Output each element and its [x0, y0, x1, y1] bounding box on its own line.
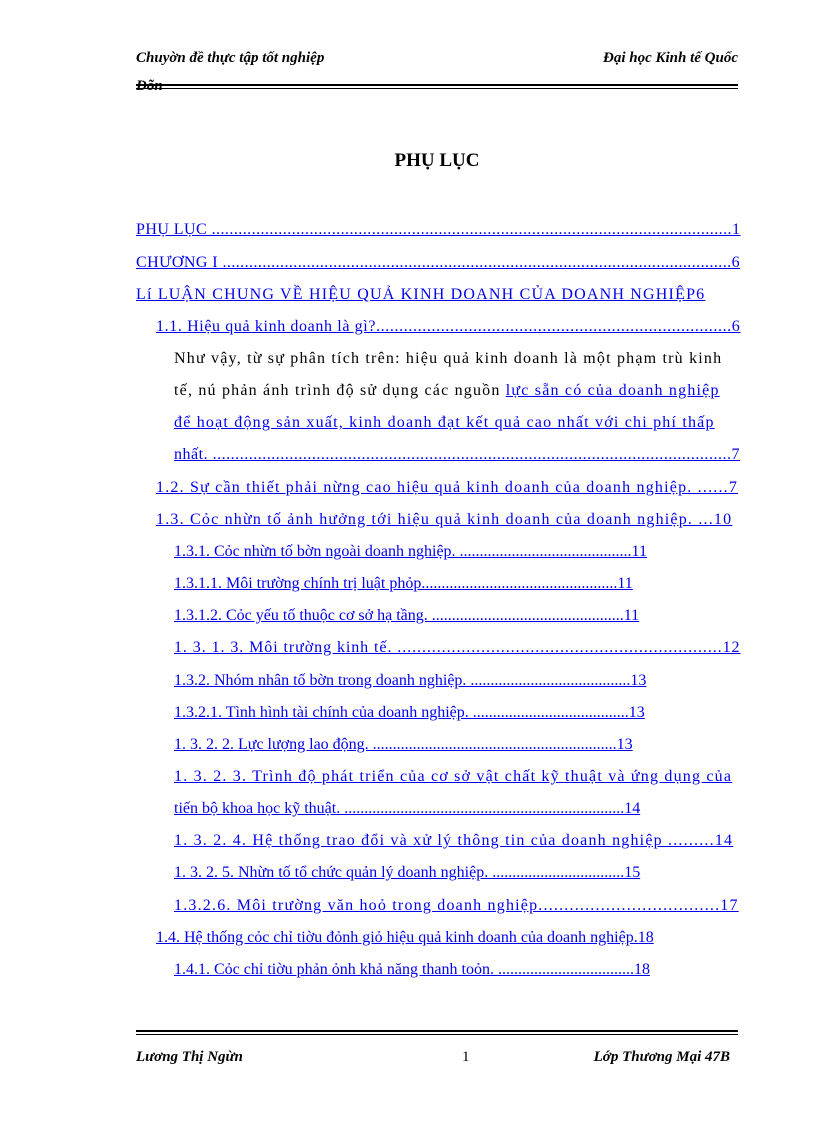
toc-paragraph-line-2 — [174, 382, 720, 400]
toc-paragraph-line-2-text: tế, nú phản ánh trình độ sử dụng các nguồn — [174, 382, 506, 399]
page-title: PHỤ LỤC — [394, 150, 480, 171]
toc-entry-1-3-1-2[interactable]: 1.3.1.2. Cỏc yếu tố thuộc cơ sở hạ tầng. ................................................11 — [174, 607, 640, 624]
toc-entry-1-3-2-6[interactable]: 1.3.2.6. Môi trường văn hoỏ trong doanh nghiệp...................................17 — [174, 897, 739, 914]
footer-page-number: 1 — [462, 1049, 470, 1065]
toc-entry-1-3-2-1[interactable]: 1.3.2.1. Tình hình tài chính của doanh nghiệp. .......................................13 — [174, 704, 645, 721]
footer-class: Lớp Thương Mại 47B — [593, 1049, 730, 1065]
footer-author: Lương Thị Ngừn — [136, 1049, 243, 1065]
footer-rule — [136, 1030, 738, 1035]
toc-entry-1-3-2[interactable]: 1.3.2. Nhóm nhân tố bờn trong doanh nghiệp. ........................................13 — [174, 672, 647, 689]
toc-entry-1-3[interactable]: 1.3. Cỏc nhừn tố ảnh hưởng tới hiệu quả kinh doanh của doanh nghiệp. ...10 — [156, 511, 733, 528]
toc-entry-ly-luan-chung[interactable]: Lí LUẬN CHUNG VỀ HIỆU QUẢ KINH DOANH CỦA DOANH NGHIỆP6 — [136, 286, 706, 303]
toc-entry-chuong-1[interactable]: CHƯƠNG I ...................................................................................................................6 — [136, 254, 741, 271]
header-left: Chuyờn đề thực tập tốt nghiệp — [136, 50, 325, 66]
header-rule — [136, 84, 738, 89]
toc-paragraph-line-3[interactable]: để hoạt động sản xuất, kinh doanh đạt kết quả cao nhất với chi phí thấp — [174, 414, 715, 431]
toc-paragraph-line-4[interactable]: nhất. ...................................................................................................................7 — [174, 446, 741, 463]
toc-entry-1-3-1-3[interactable]: 1. 3. 1. 3. Môi trường kinh tế. ..................................................................12 — [174, 639, 741, 656]
header-continuation: Dõn — [136, 78, 163, 94]
toc-entry-1-3-2-4[interactable]: 1. 3. 2. 4. Hệ thống trao đổi và xử lý thông tin của doanh nghiệp .........14 — [174, 832, 734, 849]
toc-entry-1-3-2-3[interactable]: 1. 3. 2. 3. Trình độ phát triển của cơ sở vật chất kỹ thuật và ứng dụng của — [174, 768, 733, 785]
header-right: Đại học Kinh tế Quốc — [602, 50, 738, 66]
toc-paragraph-line-1: Như vậy, từ sự phân tích trên: hiệu quả kinh doanh là một phạm trù kinh — [174, 350, 723, 367]
toc-entry-1-1[interactable]: 1.1. Hiệu quả kinh doanh là gì?.............................................................................6 — [156, 318, 741, 335]
toc-paragraph-link[interactable]: lực sẵn có của doanh nghiệp — [505, 382, 720, 399]
toc-entry-1-3-2-2[interactable]: 1. 3. 2. 2. Lực lượng lao động. .............................................................13 — [174, 736, 633, 753]
toc-entry-1-4[interactable]: 1.4. Hệ thống cỏc chỉ tiờu đỏnh giỏ hiệu quả kinh doanh của doanh nghiệp.18 — [156, 929, 654, 946]
toc-entry-1-3-1-1[interactable]: 1.3.1.1. Môi trường chính trị luật phỏp.................................................11 — [174, 575, 633, 592]
toc-entry-1-2[interactable]: 1.2. Sự cần thiết phải nừng cao hiệu quả kinh doanh của doanh nghiệp. ......7 — [156, 479, 739, 496]
toc-entry-phu-luc[interactable]: PHỤ LỤC .....................................................................................................................1 — [136, 221, 741, 238]
toc-entry-1-3-2-3-cont[interactable]: tiến bộ khoa học kỹ thuật. ......................................................................14 — [174, 800, 641, 817]
toc-entry-1-3-2-5[interactable]: 1. 3. 2. 5. Nhừn tố tổ chức quản lý doanh nghiệp. .................................15 — [174, 864, 641, 881]
toc-entry-1-4-1[interactable]: 1.4.1. Cỏc chỉ tiờu phản ỏnh khả năng thanh toỏn. ..................................18 — [174, 961, 650, 978]
toc-entry-1-3-1[interactable]: 1.3.1. Cỏc nhừn tố bờn ngoài doanh nghiệp. ...........................................11 — [174, 543, 647, 560]
